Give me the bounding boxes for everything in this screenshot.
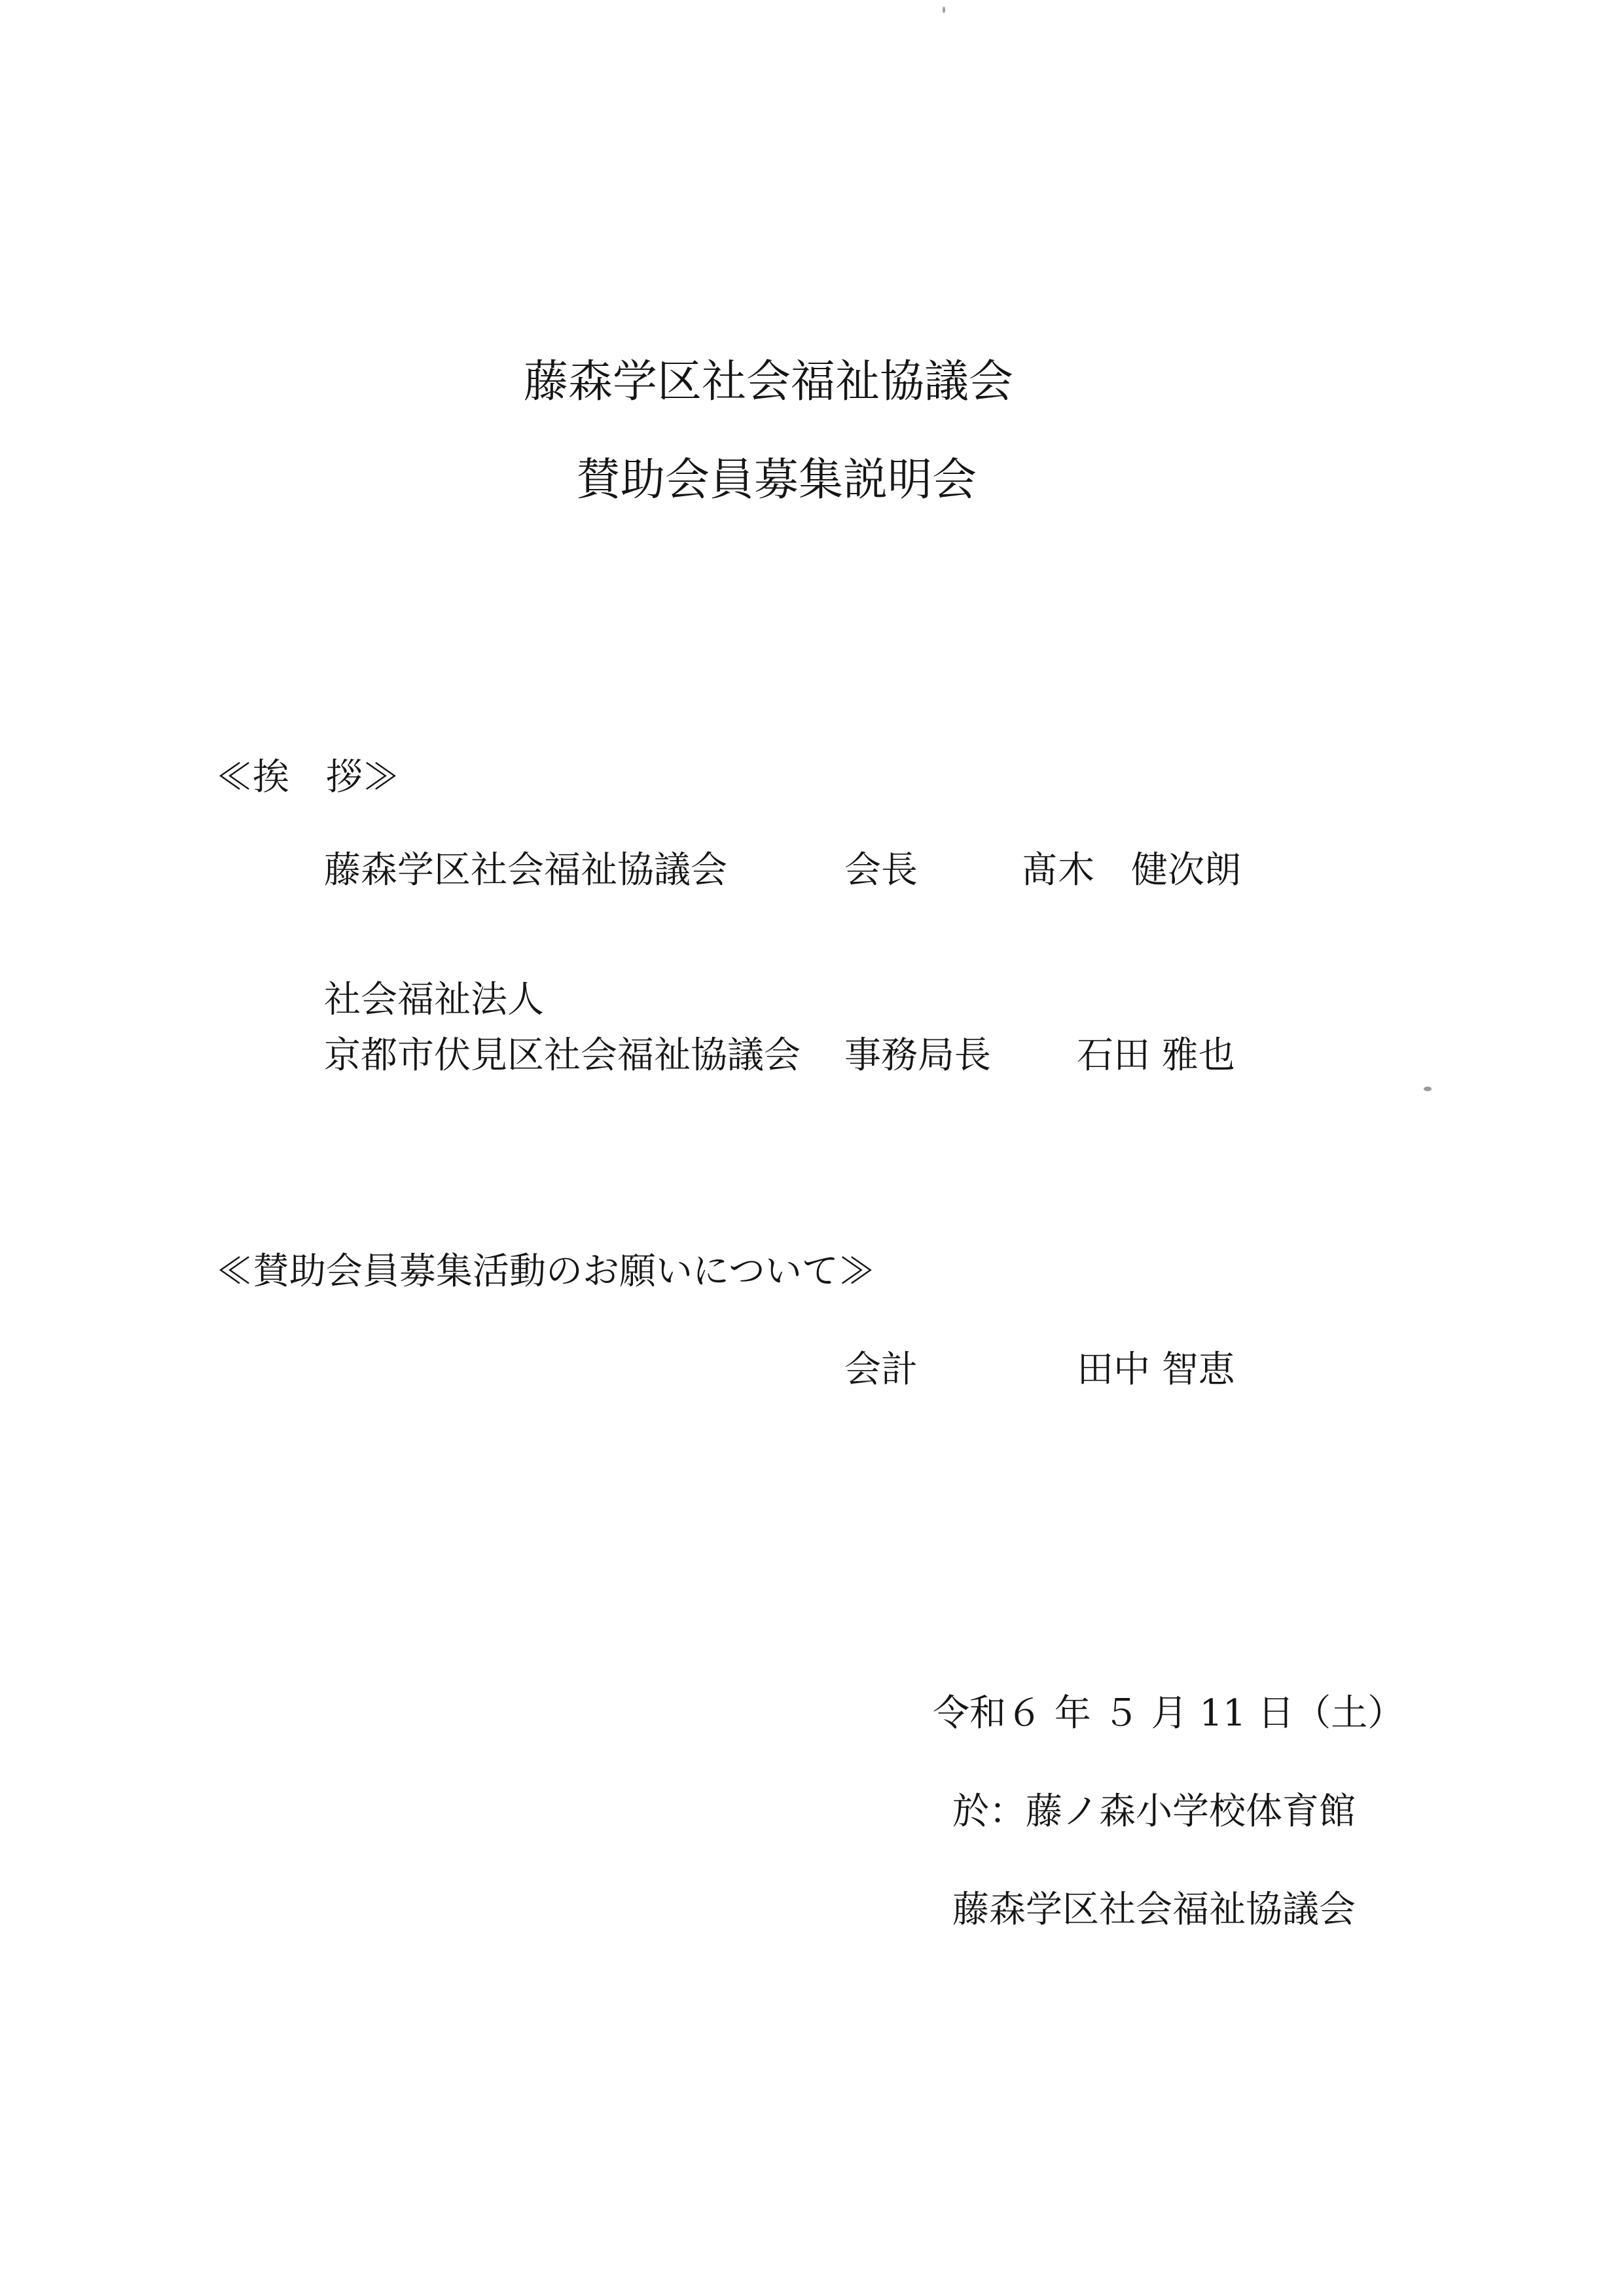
scan-speck <box>1424 1087 1432 1091</box>
speaker-2-org-prefix: 社会福祉法人 <box>324 979 544 1021</box>
request-name: 田中 智恵 <box>1077 1348 1235 1391</box>
event-date: 令和６ 年 ５ 月 11 日（土） <box>933 1692 1405 1735</box>
document-title-line2: 賛助会員募集説明会 <box>576 454 977 506</box>
speaker-1-org: 藤森学区社会福祉協議会 <box>324 849 727 892</box>
speaker-2-name: 石田 雅也 <box>1077 1034 1235 1077</box>
document-title-line1: 藤森学区社会福祉協議会 <box>524 356 1014 408</box>
speaker-2-role: 事務局長 <box>844 1034 991 1077</box>
speaker-1-name: 髙木 健次朗 <box>1021 849 1241 892</box>
event-venue: 於：藤ノ森小学校体育館 <box>952 1790 1356 1833</box>
scan-speck <box>943 7 945 13</box>
organizer: 藤森学区社会福祉協議会 <box>952 1888 1356 1931</box>
greeting-heading: ≪挨 拶≫ <box>216 756 399 799</box>
speaker-2-org: 京都市伏見区社会福祉協議会 <box>324 1034 801 1077</box>
speaker-1-role: 会長 <box>844 849 918 892</box>
request-heading: ≪賛助会員募集活動のお願いについて≫ <box>216 1250 875 1293</box>
request-role: 会計 <box>844 1348 918 1391</box>
